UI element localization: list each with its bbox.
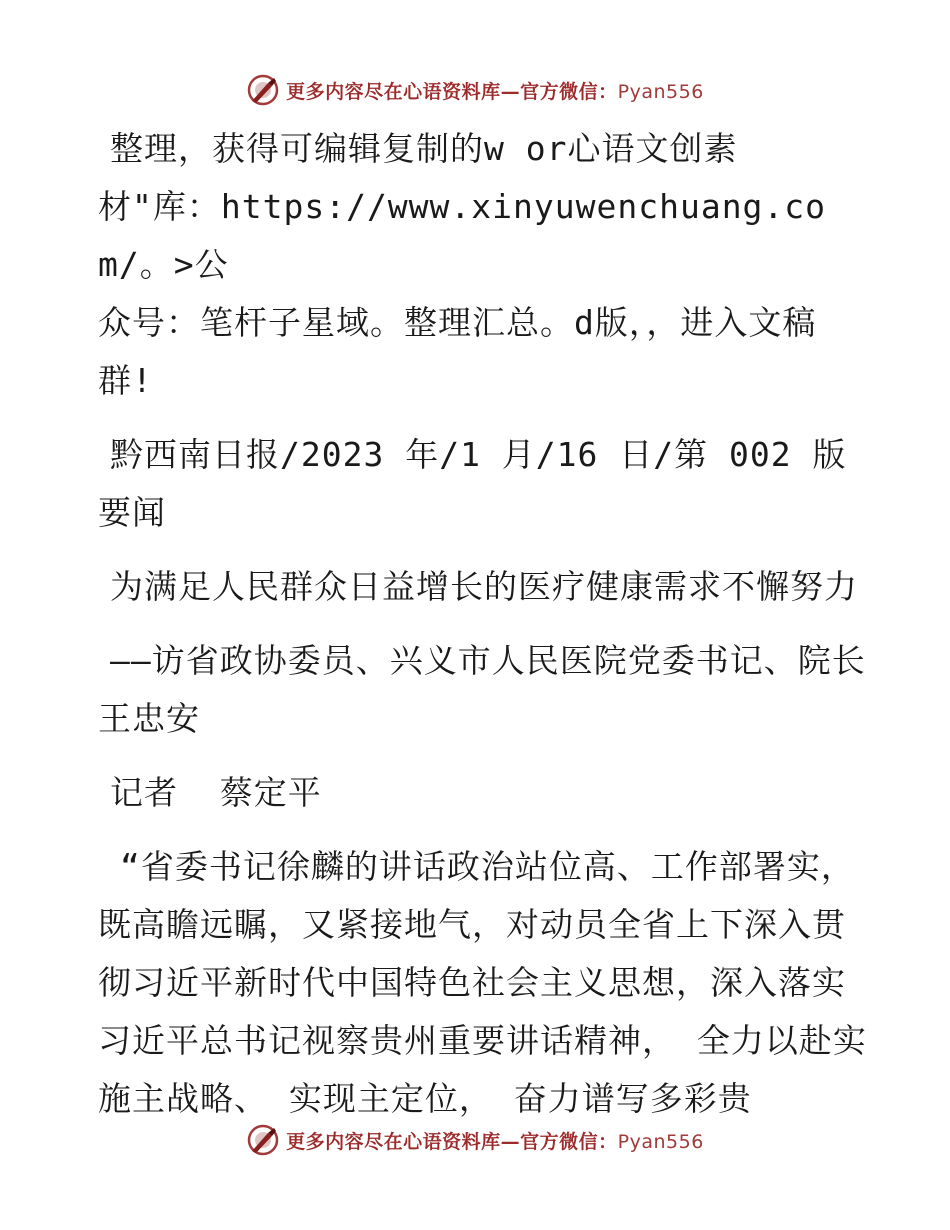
watermark-text: 更多内容尽在心语资料库—官方微信：Pyan556 xyxy=(286,80,704,103)
article-paragraph: “省委书记徐麟的讲话政治站位高、工作部署实，既高瞻远瞩，又紧接地气，对动员全省上下深入贯彻习近平新时代中国特色社会主义思想，深入落实习近平总书记视察贵州重要讲话精神， 全力以赴实施主战略、 实现主定位， 奋力谱写多彩贵 xyxy=(98,847,867,1118)
intro-line: 众号：笔杆子星域。整理汇总。d版，，进入文稿 xyxy=(98,303,817,342)
article-title: 为满足人民群众日益增长的医疗健康需求不懈努力 xyxy=(110,567,858,606)
byline: 记者 蔡定平 xyxy=(110,773,322,812)
intro-line: 整理，获得可编辑复制的w or心语文创素 xyxy=(110,129,738,168)
header-watermark xyxy=(0,70,950,110)
watermark-handle: Pyan556 xyxy=(617,80,704,103)
source-line: 黔西南日报/2023 年/1 月/16 日/第 002 版要闻 xyxy=(98,435,847,532)
article-subtitle: ——访省政协委员、兴义市人民医院党委书记、院长王忠安 xyxy=(98,641,866,738)
pen-logo-icon xyxy=(246,1123,280,1157)
pen-logo-icon xyxy=(246,73,280,107)
watermark-handle: Pyan556 xyxy=(617,1130,704,1153)
footer-watermark xyxy=(0,1120,950,1160)
document-body xyxy=(98,120,868,1128)
watermark-text: 更多内容尽在心语资料库—官方微信：Pyan556 xyxy=(286,1130,704,1153)
intro-line: 群! xyxy=(98,361,153,400)
intro-line: 材"库：https://www.xinyuwenchuang.com/。>公 xyxy=(98,187,827,284)
